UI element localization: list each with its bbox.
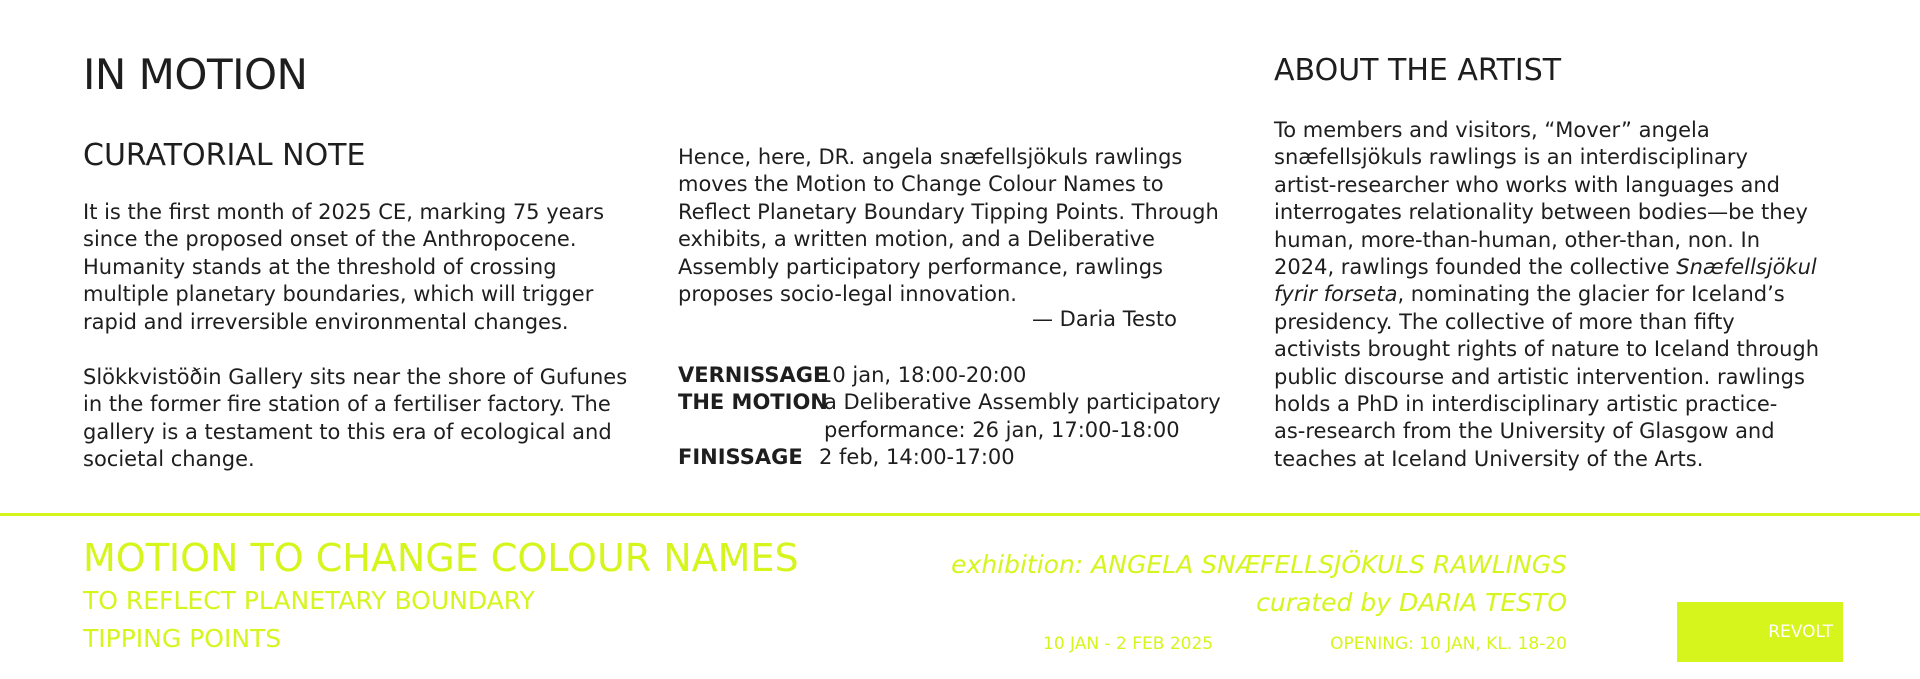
- curator-signature: — Daria Testo: [1032, 307, 1177, 331]
- artist-bio-part-2: , nominating the glacier for Iceland’s presidency. The collective of more than fifty activists brought rights of nature to Iceland through public discourse and artistic intervention. rawlings holds a PhD in interdisciplinary artistic practice- as-research from the University of Glasgow and teaches at Iceland University of the Arts.: [1274, 282, 1820, 471]
- artist-bio: [1274, 117, 1854, 473]
- artist-bio-collective-name: Snæfellsjökul fyrir forseta: [1274, 255, 1817, 307]
- vernissage-label: VERNISSAGE: [678, 363, 828, 387]
- curatorial-note-heading: CURATORIAL NOTE: [83, 138, 366, 173]
- finissage-label: FINISSAGE: [678, 445, 803, 470]
- schedule-row-vernissage: [678, 362, 1258, 389]
- footer-exhibition: exhibition: ANGELA SNÆFELLSJÖKULS RAWLINGS: [951, 550, 1567, 579]
- footer-banner: [0, 516, 1920, 679]
- revolt-button[interactable]: REVOLT: [1677, 602, 1843, 662]
- footer-date-range: 10 JAN - 2 FEB 2025: [1043, 634, 1214, 654]
- footer-subtitle-line1: TO REFLECT PLANETARY BOUNDARY: [83, 586, 535, 615]
- footer-curated-by: curated by DARIA TESTO: [1256, 588, 1567, 617]
- page-title: IN MOTION: [83, 50, 308, 99]
- artist-bio-part-1: To members and visitors, “Mover” angela snæfellsjökuls rawlings is an interdisciplinary artist-researcher who works with languages and interrogates relationality between bodies—be they human, more-than-human, other-than, non. In 2024, rawlings founded the collective: [1274, 118, 1808, 280]
- about-artist-heading: ABOUT THE ARTIST: [1274, 53, 1562, 88]
- footer-opening: OPENING: 10 JAN, KL. 18-20: [1330, 634, 1567, 654]
- vernissage-value: 10 jan, 18:00-20:00: [819, 363, 1027, 387]
- schedule-row-motion: [678, 389, 1258, 416]
- finissage-value: 2 feb, 14:00-17:00: [819, 445, 1015, 470]
- footer-title: MOTION TO CHANGE COLOUR NAMES: [83, 536, 799, 580]
- schedule-row-finissage: [678, 444, 1258, 471]
- curatorial-paragraph-2: Slökkvistöðin Gallery sits near the shore of Gufunes in the former fire station of a fertiliser factory. The gallery is a testament to this era of ecological and societal change.: [83, 365, 628, 472]
- motion-value-line2: performance: 26 jan, 17:00-18:00: [824, 417, 1180, 442]
- curatorial-paragraph-1: It is the first month of 2025 CE, marking 75 years since the proposed onset of the Anthropocene. Humanity stands at the threshold of crossing multiple planetary boundaries, which will trigger rapid and irreversible environmental changes.: [83, 200, 605, 334]
- motion-label: THE MOTION: [678, 390, 828, 415]
- motion-value-line1: a Deliberative Assembly participatory: [824, 390, 1221, 415]
- footer-subtitle-line2: TIPPING POINTS: [83, 624, 282, 653]
- motion-paragraph: Hence, here, DR. angela snæfellsjökuls rawlings moves the Motion to Change Colour Names to Reflect Planetary Boundary Tipping Points. Through exhibits, a written motion, and a Deliberative Assembly participatory performance, rawlings proposes socio-legal innovation.: [678, 145, 1219, 307]
- schedule-row-motion-cont: [678, 417, 1258, 444]
- event-schedule: [678, 362, 1258, 472]
